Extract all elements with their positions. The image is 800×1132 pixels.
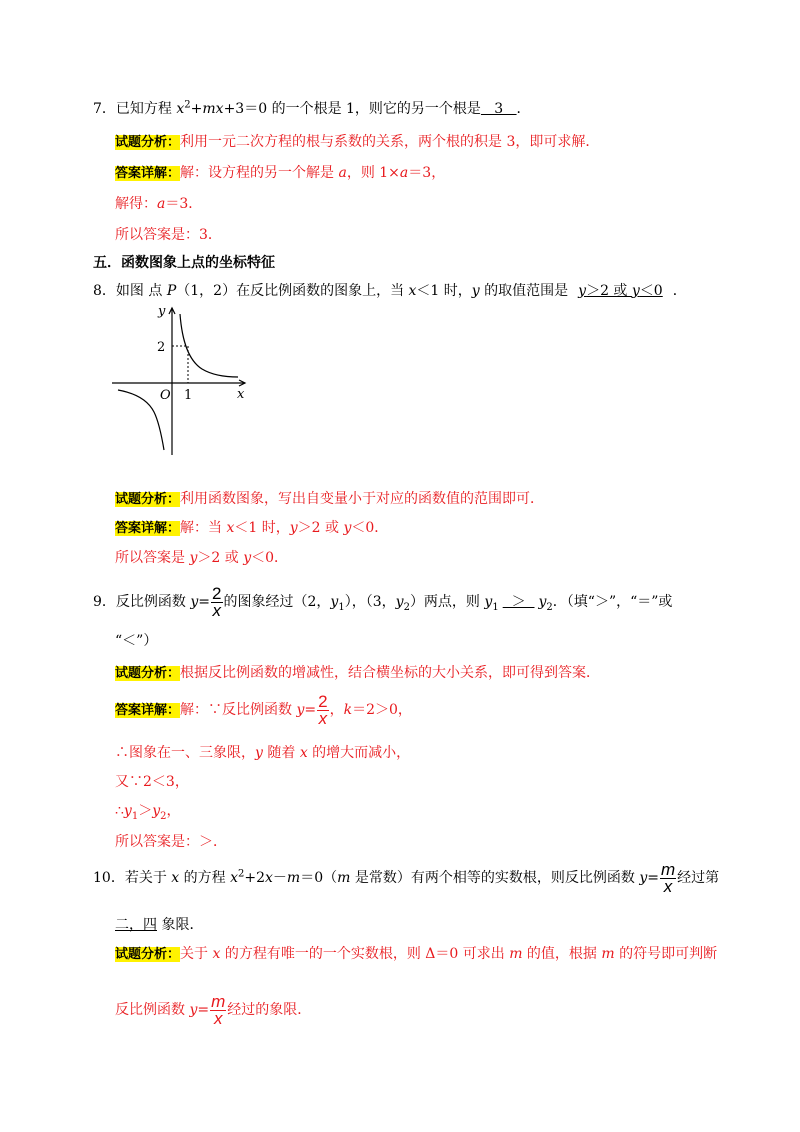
hyperbola-graph bbox=[110, 300, 260, 460]
tick-y-2: 2 bbox=[157, 340, 166, 355]
q10-question-line2: 二，四 象限． bbox=[115, 917, 204, 933]
fraction-m-over-x: $\frac{m}{x}$ bbox=[211, 991, 226, 1028]
q9-question-line2: “＜”） bbox=[115, 633, 158, 649]
section-heading: 五．函数图象上点的坐标特征 bbox=[93, 255, 275, 271]
q9-step2: 又∵2＜3， bbox=[115, 774, 189, 790]
y-axis-label: y bbox=[158, 304, 166, 319]
q10-answer: 二，四 bbox=[115, 917, 157, 933]
q7-solve: 解得：a＝3． bbox=[115, 196, 203, 212]
q7-analysis: 试题分析：利用一元二次方程的根与系数的关系，两个根的积是 3，即可求解． bbox=[115, 134, 600, 150]
q10-analysis: 试题分析：关于 x 的方程有唯一的一个实数根，则 Δ＝0 可求出 m 的值，根据 m 的符号即可判断 bbox=[115, 946, 718, 962]
q8-conclusion: 所以答案是 y＞2 或 y＜0． bbox=[115, 550, 289, 566]
q7-conclusion: 所以答案是：3． bbox=[115, 227, 222, 243]
q7-answer: 3 bbox=[480, 101, 517, 117]
fraction-2-over-x: $\frac{2}{x}$ bbox=[212, 583, 222, 620]
q10-analysis-line2: 反比例函数 y= $\frac{m}{x}$ 经过的象限． bbox=[115, 991, 312, 1028]
q9-analysis: 试题分析：根据反比例函数的增减性，结合横坐标的大小关系，即可得到答案． bbox=[115, 665, 601, 681]
q9-detail: 答案详解：解：∵反比例函数 y= $\frac{2}{x}$ ，k＝2＞0， bbox=[115, 691, 412, 728]
q8-analysis: 试题分析：利用函数图象，写出自变量小于对应的函数值的范围即可． bbox=[115, 491, 545, 507]
q7-detail: 答案详解：解：设方程的另一个解是 a，则 1×a＝3， bbox=[115, 165, 446, 181]
x-axis-label: x bbox=[237, 387, 245, 402]
fraction-2-over-x: $\frac{2}{x}$ bbox=[318, 691, 328, 728]
curve-branch-2 bbox=[118, 390, 164, 450]
origin-label: O bbox=[160, 388, 171, 403]
q8-detail: 答案详解：解：当 x＜1 时，y＞2 或 y＜0． bbox=[115, 520, 389, 536]
tick-x-1: 1 bbox=[184, 388, 193, 403]
q9-step1: ∴图象在一、三象限，y 随着 x 的增大而减小， bbox=[115, 745, 411, 761]
q9-conclusion: 所以答案是：＞． bbox=[115, 834, 227, 850]
q8-answer: y＞2 或 y＜0 bbox=[578, 283, 663, 299]
curve-branch-1 bbox=[180, 314, 238, 377]
q10-question: 10．若关于 x 的方程 $x^2+2x-m=0(m$ 是常数）有两个相等的实数根，则反比例函数 y= $\frac{m}{x}$ 经过第 bbox=[93, 859, 720, 896]
analysis-label: 试题分析： bbox=[115, 135, 181, 150]
detail-label: 答案详解： bbox=[115, 166, 181, 181]
q8-question: 8．如图 点 P（1，2）在反比例函数的图象上，当 x＜1 时，y 的取值范围是 y＞2 或 y＜0 ． bbox=[93, 283, 687, 299]
q7-question: 7．已知方程 $x^2+mx+3=0$ 的一个根是 1，则它的另一个根是 3 ． bbox=[93, 99, 531, 117]
fraction-m-over-x: $\frac{m}{x}$ bbox=[660, 859, 676, 896]
q9-step3: $\therefore y_1>y_2$， bbox=[115, 803, 181, 822]
q9-answer: ＞ bbox=[502, 594, 535, 610]
q9-question: 9．反比例函数 y= $\frac{2}{x}$ 的图象经过（2，$y_1$），（3，$y_2$）两点，则 $y_1 > y_2$．（填“＞”，“＝”或 bbox=[93, 583, 673, 620]
